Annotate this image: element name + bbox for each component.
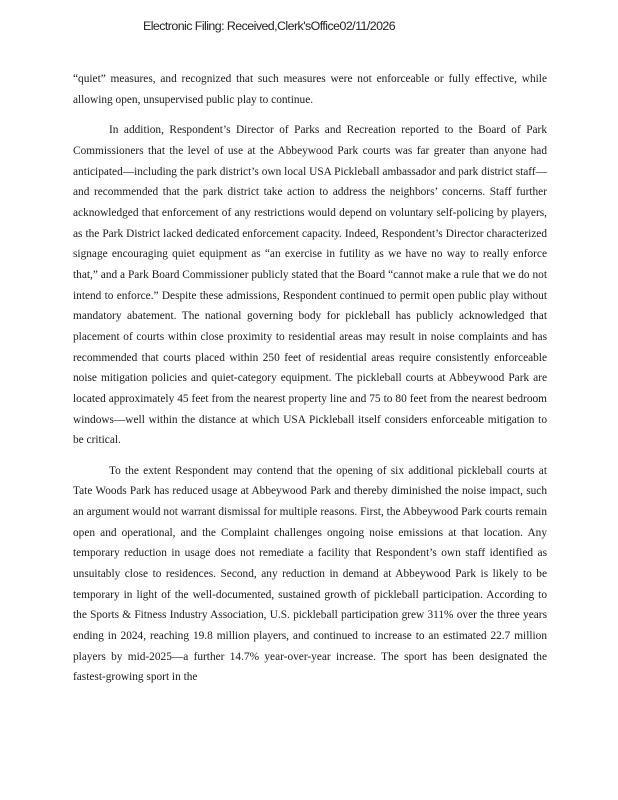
- filing-stamp-header: Electronic Filing: Received,Clerk'sOffice02/11/2026: [143, 19, 396, 33]
- paragraph-director-report: In addition, Respondent’s Director of Parks and Recreation reported to the Board of Park Commissioners that the level of use at the Abbeywood Park courts was far greater than anyone had anticipated—including the park district’s own local USA Pickleball ambassador and park district staff—and recommended that the park district take action to address the neighbors’ concerns. Staff further acknowledged that enforcement of any restrictions would depend on voluntary self-policing by players, as the Park District lacked dedicated enforcement capacity. Indeed, Respondent’s Director characterized signage encouraging quiet equipment as “an exercise in futility as we have no way to really enforce that,” and a Park Board Commissioner publicly stated that the Board “cannot make a rule that we do not intend to enforce.” Despite these admissions, Respondent continued to permit open public play without mandatory abatement. The national governing body for pickleball has publicly acknowledged that placement of courts within close proximity to residential areas may result in noise complaints and has recommended that courts placed within 250 feet of residential areas require consistently enforceable noise mitigation policies and quiet-category equipment. The pickleball courts at Abbeywood Park are located approximately 45 feet from the nearest property line and 75 to 80 feet from the nearest bedroom windows—well within the distance at which USA Pickleball itself considers enforceable mitigation to be critical.: [73, 124, 547, 447]
- document-body: [73, 69, 547, 688]
- paragraph-continuation: “quiet” measures, and recognized that such measures were not enforceable or fully effective, while allowing open, unsupervised public play to continue.: [73, 73, 547, 106]
- paragraph-tate-woods: To the extent Respondent may contend that the opening of six additional pickleball courts at Tate Woods Park has reduced usage at Abbeywood Park and thereby diminished the noise impact, such an argument would not warrant dismissal for multiple reasons. First, the Abbeywood Park courts remain open and operational, and the Complaint challenges ongoing noise emissions at that location. Any temporary reduction in usage does not remediate a facility that Respondent’s own staff identified as unsuitably close to residences. Second, any reduction in demand at Abbeywood Park is likely to be temporary in light of the well-documented, sustained growth of pickleball participation. According to the Sports & Fitness Industry Association, U.S. pickleball participation grew 311% over the three years ending in 2024, reaching 19.8 million players, and continued to increase to an estimated 22.7 million players by mid-2025—a further 14.7% year-over-year increase. The sport has been designated the fastest-growing sport in the: [73, 464, 547, 684]
